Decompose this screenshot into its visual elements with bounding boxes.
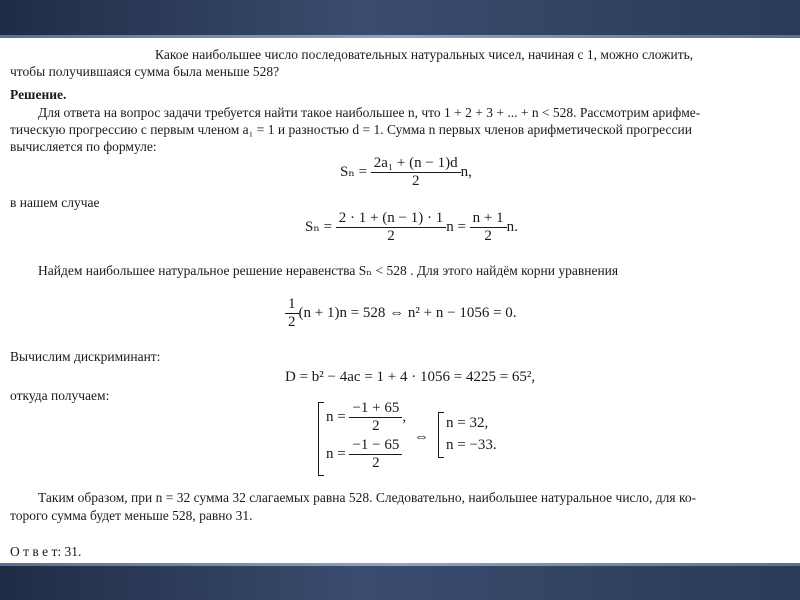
equivalence-sign: ⇔ — [414, 429, 429, 445]
specific-sum-formula — [305, 210, 518, 245]
solutions-bracket — [438, 412, 444, 458]
top-decorative-band — [0, 0, 800, 38]
conclusion-line-2: торого сумма будет меньше 528, равно 31. — [10, 508, 253, 523]
problem-line-1: Какое наибольшее число последовательных натуральных чисел, начиная с 1, можно сложить, — [155, 47, 694, 62]
sum-formula-numerator: 2a₁ + (n − 1)d — [371, 155, 461, 173]
document-page — [0, 38, 800, 563]
root-1-tail: , — [402, 408, 407, 425]
problem-line-2: чтобы получившаяся сумма была меньше 528? — [10, 64, 280, 79]
solution-paragraph-1-line-1: Для ответа на вопрос задачи требуется найти такое наибольшее n, что 1 + 2 + 3 + ... + n < 528. Рассмотрим арифме- — [38, 105, 701, 120]
specific-sum-fraction-2 — [470, 210, 507, 245]
half-fraction — [285, 296, 299, 331]
sum-formula-lhs: Sₙ = — [340, 163, 368, 180]
quadratic-equation-tail: (n + 1)n = 528 ⇔ n² + n − 1056 = 0. — [298, 304, 517, 321]
specific-sum-numerator-1: 2 · 1 + (n − 1) · 1 — [336, 210, 446, 228]
root-1-denominator: 2 — [372, 418, 380, 434]
case-text: в нашем случае — [10, 195, 100, 210]
discriminant-text: Вычислим дискриминант: — [10, 349, 161, 364]
sum-formula-tail: n, — [460, 163, 472, 180]
solution-1: n = 32, — [446, 415, 489, 431]
root-1-fraction — [349, 400, 402, 435]
specific-sum-numerator-2: n + 1 — [470, 210, 507, 228]
root-1-expression — [326, 400, 406, 435]
specific-sum-mid: n = — [446, 218, 466, 235]
solution-paragraph-1-line-2: тическую прогрессию с первым членом a₁ = 1 и разностью d = 1. Сумма n первых членов арифметической прогрессии — [10, 122, 692, 137]
specific-sum-tail: n. — [506, 218, 518, 235]
specific-sum-lhs: Sₙ = — [305, 218, 333, 235]
root-1-numerator: −1 + 65 — [349, 400, 402, 418]
half-numerator: 1 — [285, 296, 299, 314]
sum-formula-denominator: 2 — [411, 173, 420, 189]
conclusion-line-1: Таким образом, при n = 32 сумма 32 слагаемых равна 528. Следовательно, наибольшее натуральное число, для ко- — [38, 490, 697, 505]
quadratic-equation — [285, 296, 517, 331]
root-1-lhs: n = — [326, 408, 346, 425]
solution-paragraph-1-line-3: вычисляется по формуле: — [10, 139, 157, 154]
discriminant-formula: D = b² − 4ac = 1 + 4 · 1056 = 4225 = 65², — [285, 369, 536, 385]
specific-sum-denominator-1: 2 — [387, 228, 395, 244]
sum-formula-fraction — [371, 155, 461, 190]
solution-heading: Решение. — [10, 87, 67, 102]
solution-paragraph-2: Найдем наибольшее натуральное решение неравенства Sₙ < 528 . Для этого найдём корни уравнения — [38, 263, 619, 278]
root-2-lhs: n = — [326, 445, 346, 462]
bottom-decorative-band — [0, 563, 800, 600]
half-denominator: 2 — [288, 314, 296, 330]
root-2-expression — [326, 437, 402, 472]
solution-2: n = −33. — [446, 437, 497, 453]
answer-line: О т в е т: 31. — [10, 544, 82, 559]
whence-text: откуда получаем: — [10, 388, 110, 403]
root-2-denominator: 2 — [372, 455, 380, 471]
specific-sum-denominator-2: 2 — [484, 228, 492, 244]
specific-sum-fraction-1 — [336, 210, 446, 245]
root-2-fraction — [349, 437, 402, 472]
sum-formula — [340, 155, 472, 190]
roots-bracket — [318, 402, 324, 476]
root-2-numerator: −1 − 65 — [349, 437, 402, 455]
